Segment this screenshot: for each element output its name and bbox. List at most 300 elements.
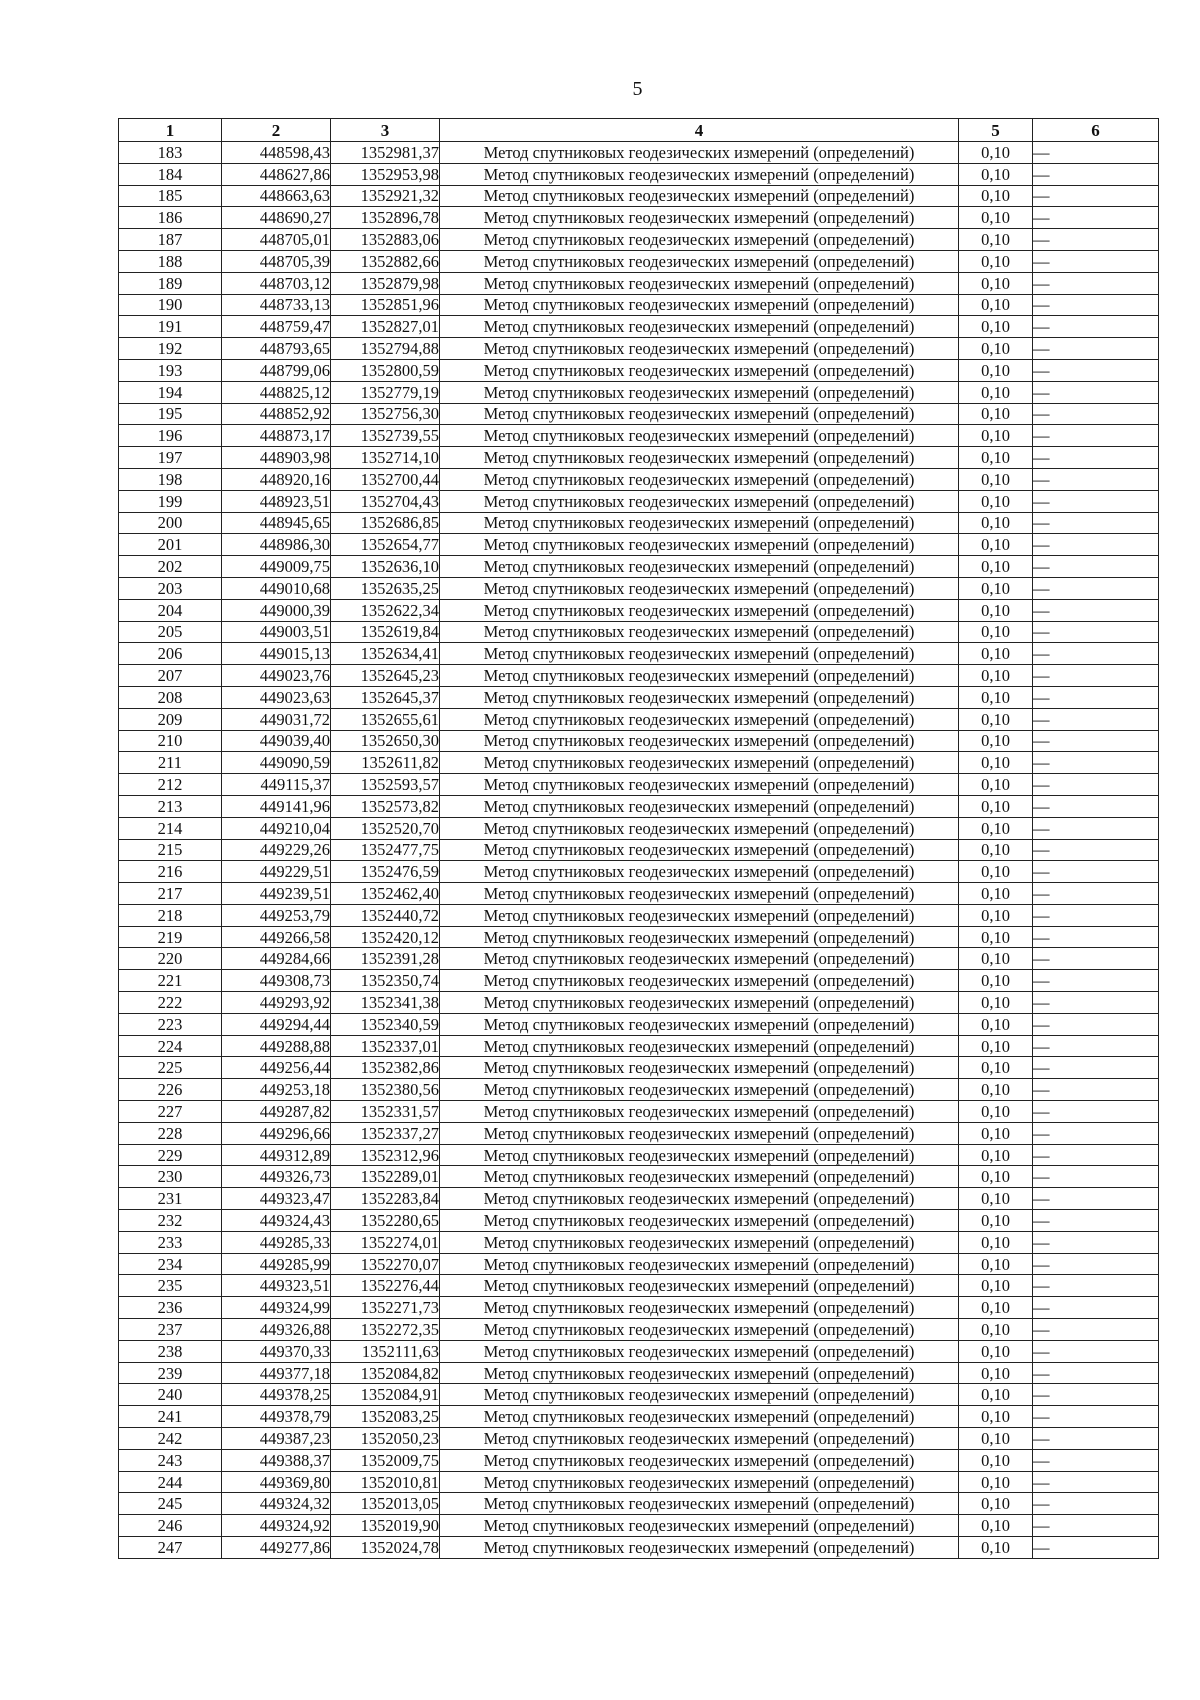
method-cell: Метод спутниковых геодезических измерений (определений): [440, 752, 959, 774]
note-cell: —: [1033, 359, 1159, 381]
method-cell: Метод спутниковых геодезических измерений (определений): [440, 1144, 959, 1166]
point-number-cell: 240: [119, 1384, 222, 1406]
y-coordinate-cell: 1352645,23: [331, 665, 440, 687]
table-row: [119, 665, 1159, 687]
x-coordinate-cell: 449015,13: [222, 643, 331, 665]
y-coordinate-cell: 1352714,10: [331, 447, 440, 469]
y-coordinate-cell: 1352380,56: [331, 1079, 440, 1101]
x-coordinate-cell: 449312,89: [222, 1144, 331, 1166]
table-row: [119, 1515, 1159, 1537]
x-coordinate-cell: 449288,88: [222, 1035, 331, 1057]
note-cell: —: [1033, 1449, 1159, 1471]
table-row: [119, 1210, 1159, 1232]
accuracy-cell: 0,10: [959, 1231, 1033, 1253]
y-coordinate-cell: 1352739,55: [331, 425, 440, 447]
x-coordinate-cell: 448627,86: [222, 163, 331, 185]
accuracy-cell: 0,10: [959, 556, 1033, 578]
table-row: [119, 1297, 1159, 1319]
accuracy-cell: 0,10: [959, 817, 1033, 839]
x-coordinate-cell: 449229,26: [222, 839, 331, 861]
accuracy-cell: 0,10: [959, 1384, 1033, 1406]
accuracy-cell: 0,10: [959, 1275, 1033, 1297]
method-cell: Метод спутниковых геодезических измерений (определений): [440, 229, 959, 251]
x-coordinate-cell: 448923,51: [222, 490, 331, 512]
point-number-cell: 210: [119, 730, 222, 752]
y-coordinate-cell: 1352882,66: [331, 250, 440, 272]
table-row: [119, 1406, 1159, 1428]
x-coordinate-cell: 448799,06: [222, 359, 331, 381]
column-header: 2: [222, 119, 331, 142]
y-coordinate-cell: 1352654,77: [331, 534, 440, 556]
point-number-cell: 245: [119, 1493, 222, 1515]
method-cell: Метод спутниковых геодезических измерений (определений): [440, 1210, 959, 1232]
note-cell: —: [1033, 643, 1159, 665]
note-cell: —: [1033, 686, 1159, 708]
x-coordinate-cell: 449000,39: [222, 599, 331, 621]
column-header: 5: [959, 119, 1033, 142]
method-cell: Метод спутниковых геодезических измерений (определений): [440, 403, 959, 425]
note-cell: —: [1033, 970, 1159, 992]
x-coordinate-cell: 448852,92: [222, 403, 331, 425]
point-number-cell: 226: [119, 1079, 222, 1101]
x-coordinate-cell: 448703,12: [222, 272, 331, 294]
point-number-cell: 188: [119, 250, 222, 272]
method-cell: Метод спутниковых геодезических измерений (определений): [440, 1188, 959, 1210]
x-coordinate-cell: 449003,51: [222, 621, 331, 643]
note-cell: —: [1033, 621, 1159, 643]
point-number-cell: 211: [119, 752, 222, 774]
method-cell: Метод спутниковых геодезических измерений (определений): [440, 425, 959, 447]
note-cell: —: [1033, 403, 1159, 425]
point-number-cell: 219: [119, 926, 222, 948]
note-cell: —: [1033, 556, 1159, 578]
accuracy-cell: 0,10: [959, 359, 1033, 381]
accuracy-cell: 0,10: [959, 1406, 1033, 1428]
point-number-cell: 244: [119, 1471, 222, 1493]
method-cell: Метод спутниковых геодезических измерений (определений): [440, 992, 959, 1014]
point-number-cell: 216: [119, 861, 222, 883]
accuracy-cell: 0,10: [959, 1515, 1033, 1537]
table-body: [119, 142, 1159, 1559]
column-header: 4: [440, 119, 959, 142]
table-row: [119, 817, 1159, 839]
accuracy-cell: 0,10: [959, 425, 1033, 447]
y-coordinate-cell: 1352981,37: [331, 142, 440, 164]
point-number-cell: 206: [119, 643, 222, 665]
accuracy-cell: 0,10: [959, 948, 1033, 970]
method-cell: Метод спутниковых геодезических измерений (определений): [440, 1253, 959, 1275]
y-coordinate-cell: 1352827,01: [331, 316, 440, 338]
note-cell: —: [1033, 468, 1159, 490]
x-coordinate-cell: 449115,37: [222, 774, 331, 796]
accuracy-cell: 0,10: [959, 142, 1033, 164]
point-number-cell: 189: [119, 272, 222, 294]
accuracy-cell: 0,10: [959, 1035, 1033, 1057]
column-header: 3: [331, 119, 440, 142]
method-cell: Метод спутниковых геодезических измерений (определений): [440, 1122, 959, 1144]
y-coordinate-cell: 1352476,59: [331, 861, 440, 883]
point-number-cell: 209: [119, 708, 222, 730]
accuracy-cell: 0,10: [959, 774, 1033, 796]
note-cell: —: [1033, 926, 1159, 948]
x-coordinate-cell: 449256,44: [222, 1057, 331, 1079]
note-cell: —: [1033, 1471, 1159, 1493]
method-cell: Метод спутниковых геодезических измерений (определений): [440, 686, 959, 708]
note-cell: —: [1033, 730, 1159, 752]
y-coordinate-cell: 1352704,43: [331, 490, 440, 512]
method-cell: Метод спутниковых геодезических измерений (определений): [440, 163, 959, 185]
method-cell: Метод спутниковых геодезических измерений (определений): [440, 1166, 959, 1188]
point-number-cell: 197: [119, 447, 222, 469]
note-cell: —: [1033, 1319, 1159, 1341]
accuracy-cell: 0,10: [959, 992, 1033, 1014]
method-cell: Метод спутниковых геодезических измерений (определений): [440, 948, 959, 970]
accuracy-cell: 0,10: [959, 883, 1033, 905]
accuracy-cell: 0,10: [959, 1079, 1033, 1101]
page-number: 5: [632, 78, 643, 100]
point-number-cell: 220: [119, 948, 222, 970]
method-cell: Метод спутниковых геодезических измерений (определений): [440, 250, 959, 272]
y-coordinate-cell: 1352337,27: [331, 1122, 440, 1144]
note-cell: —: [1033, 795, 1159, 817]
point-number-cell: 194: [119, 381, 222, 403]
table-row: [119, 708, 1159, 730]
x-coordinate-cell: 449378,25: [222, 1384, 331, 1406]
y-coordinate-cell: 1352312,96: [331, 1144, 440, 1166]
y-coordinate-cell: 1352083,25: [331, 1406, 440, 1428]
accuracy-cell: 0,10: [959, 708, 1033, 730]
point-number-cell: 199: [119, 490, 222, 512]
note-cell: —: [1033, 229, 1159, 251]
method-cell: Метод спутниковых геодезических измерений (определений): [440, 1013, 959, 1035]
note-cell: —: [1033, 1188, 1159, 1210]
x-coordinate-cell: 449293,92: [222, 992, 331, 1014]
table-row: [119, 1057, 1159, 1079]
table-row: [119, 1275, 1159, 1297]
table-header-row: [119, 119, 1159, 142]
accuracy-cell: 0,10: [959, 1253, 1033, 1275]
table-row: [119, 948, 1159, 970]
table-row: [119, 904, 1159, 926]
note-cell: —: [1033, 142, 1159, 164]
y-coordinate-cell: 1352619,84: [331, 621, 440, 643]
point-number-cell: 196: [119, 425, 222, 447]
point-number-cell: 242: [119, 1428, 222, 1450]
table-row: [119, 621, 1159, 643]
y-coordinate-cell: 1352382,86: [331, 1057, 440, 1079]
x-coordinate-cell: 449378,79: [222, 1406, 331, 1428]
method-cell: Метод спутниковых геодезических измерений (определений): [440, 1384, 959, 1406]
accuracy-cell: 0,10: [959, 643, 1033, 665]
x-coordinate-cell: 448690,27: [222, 207, 331, 229]
x-coordinate-cell: 449323,51: [222, 1275, 331, 1297]
table-row: [119, 839, 1159, 861]
x-coordinate-cell: 449324,43: [222, 1210, 331, 1232]
method-cell: Метод спутниковых геодезических измерений (определений): [440, 1515, 959, 1537]
point-number-cell: 231: [119, 1188, 222, 1210]
accuracy-cell: 0,10: [959, 839, 1033, 861]
accuracy-cell: 0,10: [959, 1471, 1033, 1493]
note-cell: —: [1033, 1231, 1159, 1253]
y-coordinate-cell: 1352337,01: [331, 1035, 440, 1057]
table-row: [119, 730, 1159, 752]
y-coordinate-cell: 1352520,70: [331, 817, 440, 839]
accuracy-cell: 0,10: [959, 1493, 1033, 1515]
method-cell: Метод спутниковых геодезических измерений (определений): [440, 861, 959, 883]
table-row: [119, 686, 1159, 708]
point-number-cell: 190: [119, 294, 222, 316]
accuracy-cell: 0,10: [959, 686, 1033, 708]
y-coordinate-cell: 1352270,07: [331, 1253, 440, 1275]
method-cell: Метод спутниковых геодезических измерений (определений): [440, 817, 959, 839]
y-coordinate-cell: 1352686,85: [331, 512, 440, 534]
y-coordinate-cell: 1352655,61: [331, 708, 440, 730]
note-cell: —: [1033, 447, 1159, 469]
y-coordinate-cell: 1352645,37: [331, 686, 440, 708]
note-cell: —: [1033, 272, 1159, 294]
x-coordinate-cell: 449377,18: [222, 1362, 331, 1384]
accuracy-cell: 0,10: [959, 1428, 1033, 1450]
point-number-cell: 243: [119, 1449, 222, 1471]
y-coordinate-cell: 1352019,90: [331, 1515, 440, 1537]
point-number-cell: 213: [119, 795, 222, 817]
note-cell: —: [1033, 512, 1159, 534]
accuracy-cell: 0,10: [959, 403, 1033, 425]
method-cell: Метод спутниковых геодезических измерений (определений): [440, 1428, 959, 1450]
point-number-cell: 202: [119, 556, 222, 578]
table-row: [119, 142, 1159, 164]
y-coordinate-cell: 1352634,41: [331, 643, 440, 665]
x-coordinate-cell: 449090,59: [222, 752, 331, 774]
point-number-cell: 200: [119, 512, 222, 534]
y-coordinate-cell: 1352271,73: [331, 1297, 440, 1319]
x-coordinate-cell: 449253,18: [222, 1079, 331, 1101]
table-row: [119, 425, 1159, 447]
note-cell: —: [1033, 294, 1159, 316]
note-cell: —: [1033, 1210, 1159, 1232]
y-coordinate-cell: 1352879,98: [331, 272, 440, 294]
x-coordinate-cell: 449324,32: [222, 1493, 331, 1515]
column-header: 6: [1033, 119, 1159, 142]
x-coordinate-cell: 449370,33: [222, 1340, 331, 1362]
accuracy-cell: 0,10: [959, 1101, 1033, 1123]
accuracy-cell: 0,10: [959, 1144, 1033, 1166]
x-coordinate-cell: 449023,63: [222, 686, 331, 708]
note-cell: —: [1033, 1013, 1159, 1035]
note-cell: —: [1033, 1275, 1159, 1297]
accuracy-cell: 0,10: [959, 1122, 1033, 1144]
coordinates-table: [118, 118, 1159, 1559]
y-coordinate-cell: 1352622,34: [331, 599, 440, 621]
point-number-cell: 237: [119, 1319, 222, 1341]
note-cell: —: [1033, 883, 1159, 905]
method-cell: Метод спутниковых геодезических измерений (определений): [440, 904, 959, 926]
y-coordinate-cell: 1352013,05: [331, 1493, 440, 1515]
point-number-cell: 214: [119, 817, 222, 839]
table-row: [119, 774, 1159, 796]
table-row: [119, 577, 1159, 599]
method-cell: Метод спутниковых геодезических измерений (определений): [440, 294, 959, 316]
y-coordinate-cell: 1352084,91: [331, 1384, 440, 1406]
x-coordinate-cell: 449324,99: [222, 1297, 331, 1319]
y-coordinate-cell: 1352050,23: [331, 1428, 440, 1450]
accuracy-cell: 0,10: [959, 1319, 1033, 1341]
point-number-cell: 232: [119, 1210, 222, 1232]
table-row: [119, 643, 1159, 665]
method-cell: Метод спутниковых геодезических измерений (определений): [440, 708, 959, 730]
table-row: [119, 1340, 1159, 1362]
y-coordinate-cell: 1352340,59: [331, 1013, 440, 1035]
table-row: [119, 359, 1159, 381]
x-coordinate-cell: 449009,75: [222, 556, 331, 578]
method-cell: Метод спутниковых геодезических измерений (определений): [440, 1319, 959, 1341]
table-row: [119, 163, 1159, 185]
method-cell: Метод спутниковых геодезических измерений (определений): [440, 665, 959, 687]
method-cell: Метод спутниковых геодезических измерений (определений): [440, 338, 959, 360]
point-number-cell: 207: [119, 665, 222, 687]
accuracy-cell: 0,10: [959, 272, 1033, 294]
y-coordinate-cell: 1352462,40: [331, 883, 440, 905]
note-cell: —: [1033, 425, 1159, 447]
x-coordinate-cell: 449210,04: [222, 817, 331, 839]
note-cell: —: [1033, 1079, 1159, 1101]
method-cell: Метод спутниковых геодезических измерений (определений): [440, 316, 959, 338]
accuracy-cell: 0,10: [959, 752, 1033, 774]
point-number-cell: 221: [119, 970, 222, 992]
x-coordinate-cell: 449023,76: [222, 665, 331, 687]
accuracy-cell: 0,10: [959, 795, 1033, 817]
point-number-cell: 225: [119, 1057, 222, 1079]
method-cell: Метод спутниковых геодезических измерений (определений): [440, 577, 959, 599]
note-cell: —: [1033, 163, 1159, 185]
method-cell: Метод спутниковых геодезических измерений (определений): [440, 1449, 959, 1471]
accuracy-cell: 0,10: [959, 447, 1033, 469]
y-coordinate-cell: 1352276,44: [331, 1275, 440, 1297]
x-coordinate-cell: 448793,65: [222, 338, 331, 360]
method-cell: Метод спутниковых геодезических измерений (определений): [440, 883, 959, 905]
accuracy-cell: 0,10: [959, 1188, 1033, 1210]
table-row: [119, 1013, 1159, 1035]
point-number-cell: 187: [119, 229, 222, 251]
column-header: 1: [119, 119, 222, 142]
note-cell: —: [1033, 534, 1159, 556]
x-coordinate-cell: 449326,88: [222, 1319, 331, 1341]
y-coordinate-cell: 1352636,10: [331, 556, 440, 578]
method-cell: Метод спутниковых геодезических измерений (определений): [440, 1275, 959, 1297]
point-number-cell: 184: [119, 163, 222, 185]
y-coordinate-cell: 1352024,78: [331, 1537, 440, 1559]
method-cell: Метод спутниковых геодезических измерений (определений): [440, 185, 959, 207]
accuracy-cell: 0,10: [959, 621, 1033, 643]
note-cell: —: [1033, 1035, 1159, 1057]
point-number-cell: 204: [119, 599, 222, 621]
point-number-cell: 192: [119, 338, 222, 360]
note-cell: —: [1033, 1537, 1159, 1559]
note-cell: —: [1033, 1406, 1159, 1428]
x-coordinate-cell: 448705,01: [222, 229, 331, 251]
table-row: [119, 229, 1159, 251]
note-cell: —: [1033, 207, 1159, 229]
method-cell: Метод спутниковых геодезических измерений (определений): [440, 643, 959, 665]
note-cell: —: [1033, 817, 1159, 839]
note-cell: —: [1033, 1384, 1159, 1406]
note-cell: —: [1033, 1428, 1159, 1450]
point-number-cell: 234: [119, 1253, 222, 1275]
table-row: [119, 338, 1159, 360]
method-cell: Метод спутниковых геодезических измерений (определений): [440, 839, 959, 861]
accuracy-cell: 0,10: [959, 1362, 1033, 1384]
note-cell: —: [1033, 1057, 1159, 1079]
point-number-cell: 205: [119, 621, 222, 643]
method-cell: Метод спутниковых геодезических измерений (определений): [440, 272, 959, 294]
y-coordinate-cell: 1352611,82: [331, 752, 440, 774]
x-coordinate-cell: 448920,16: [222, 468, 331, 490]
table-row: [119, 1319, 1159, 1341]
table-row: [119, 316, 1159, 338]
x-coordinate-cell: 449324,92: [222, 1515, 331, 1537]
note-cell: —: [1033, 1297, 1159, 1319]
y-coordinate-cell: 1352420,12: [331, 926, 440, 948]
x-coordinate-cell: 449239,51: [222, 883, 331, 905]
note-cell: —: [1033, 1144, 1159, 1166]
x-coordinate-cell: 448825,12: [222, 381, 331, 403]
x-coordinate-cell: 449296,66: [222, 1122, 331, 1144]
table-row: [119, 861, 1159, 883]
table-row: [119, 381, 1159, 403]
y-coordinate-cell: 1352010,81: [331, 1471, 440, 1493]
point-number-cell: 193: [119, 359, 222, 381]
x-coordinate-cell: 448903,98: [222, 447, 331, 469]
note-cell: —: [1033, 1515, 1159, 1537]
x-coordinate-cell: 449284,66: [222, 948, 331, 970]
table-row: [119, 1188, 1159, 1210]
accuracy-cell: 0,10: [959, 1210, 1033, 1232]
accuracy-cell: 0,10: [959, 665, 1033, 687]
accuracy-cell: 0,10: [959, 512, 1033, 534]
point-number-cell: 191: [119, 316, 222, 338]
point-number-cell: 222: [119, 992, 222, 1014]
y-coordinate-cell: 1352883,06: [331, 229, 440, 251]
note-cell: —: [1033, 1493, 1159, 1515]
point-number-cell: 236: [119, 1297, 222, 1319]
method-cell: Метод спутниковых геодезических измерений (определений): [440, 1231, 959, 1253]
x-coordinate-cell: 449229,51: [222, 861, 331, 883]
accuracy-cell: 0,10: [959, 294, 1033, 316]
accuracy-cell: 0,10: [959, 468, 1033, 490]
accuracy-cell: 0,10: [959, 861, 1033, 883]
point-number-cell: 198: [119, 468, 222, 490]
method-cell: Метод спутниковых геодезических измерений (определений): [440, 621, 959, 643]
table-row: [119, 1493, 1159, 1515]
method-cell: Метод спутниковых геодезических измерений (определений): [440, 447, 959, 469]
point-number-cell: 218: [119, 904, 222, 926]
y-coordinate-cell: 1352350,74: [331, 970, 440, 992]
x-coordinate-cell: 449388,37: [222, 1449, 331, 1471]
note-cell: —: [1033, 665, 1159, 687]
method-cell: Метод спутниковых геодезических измерений (определений): [440, 490, 959, 512]
note-cell: —: [1033, 577, 1159, 599]
note-cell: —: [1033, 839, 1159, 861]
method-cell: Метод спутниковых геодезических измерений (определений): [440, 1471, 959, 1493]
x-coordinate-cell: 448663,63: [222, 185, 331, 207]
table-row: [119, 1253, 1159, 1275]
point-number-cell: 201: [119, 534, 222, 556]
y-coordinate-cell: 1352700,44: [331, 468, 440, 490]
table-row: [119, 795, 1159, 817]
table-row: [119, 1166, 1159, 1188]
y-coordinate-cell: 1352851,96: [331, 294, 440, 316]
y-coordinate-cell: 1352800,59: [331, 359, 440, 381]
